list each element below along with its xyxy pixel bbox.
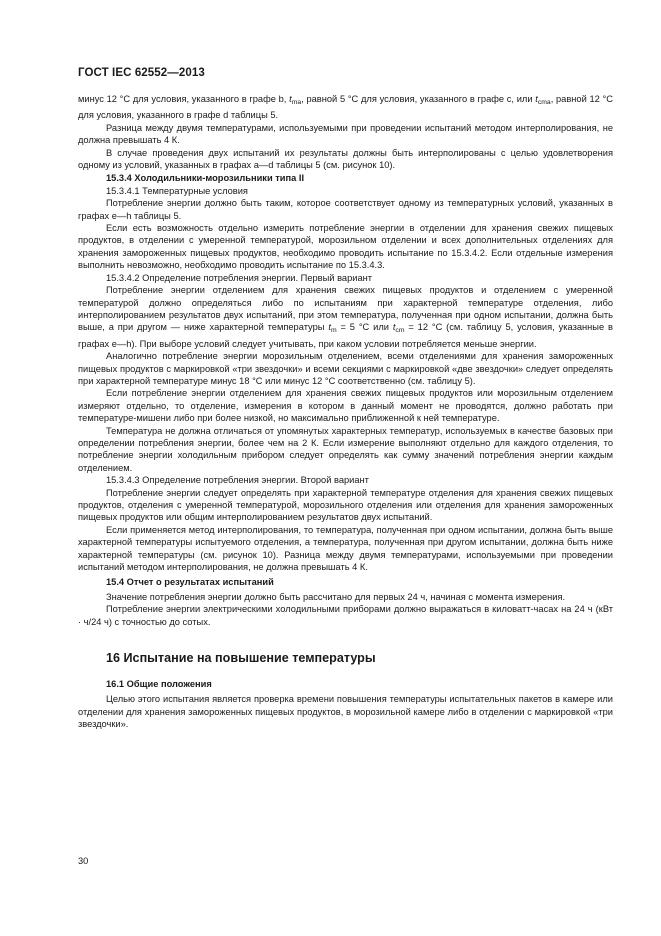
paragraph: Целью этого испытания является проверка времени повышения температуры испытательных пакетов в камере или отделении для хранения замороженных пищевых продуктов, в морозильной камере либо в отделении с маркировкой «три звездочки». — [78, 694, 613, 730]
paragraph: Если потребление энергии отделением для хранения свежих пищевых продуктов или морозильным отделением измеряют отдельно, то отделение, измерения в котором в данный момент не проводятся, должно работать при температуре-мишени либо при более низкой, но максимально приближенной к ней температуре. — [78, 388, 613, 424]
page-number: 30 — [78, 856, 89, 866]
paragraph: Если применяется метод интерполирования, то температура, полученная при одном испытании, должна быть выше характерной температуры испытуемого отделения, а температура, полученная при другом испытании, должна быть ниже характерной температуры (см. рисунок 10). Разница между двумя температурами, используемыми при проведении испытаний методом интерполирования, не должна превышать 4 К. — [78, 524, 613, 573]
paragraph: Потребление энергии следует определять при характерной температуре отделения для хранения свежих пищевых продуктов, отделения с умеренной температурой, морозильного отделения или отделения для хранения замороженных пищевых продуктов или общим интерполированием результатов двух испытаний. — [78, 487, 613, 523]
section-heading-15-3-4: 15.3.4 Холодильники-морозильники типа II — [106, 173, 305, 184]
paragraph: Разница между двумя температурами, используемыми при проведении испытаний методом интерполирования, не должна превышать 4 К. — [78, 122, 613, 146]
paragraph: Аналогично потребление энергии морозильным отделением, всеми отделениями для хранения замороженных пищевых продуктов с маркировкой «три звездочки» и всеми секциями с маркировкой «две звездочки» следует определять при характерной температуре минус 18 °С или минус 12 °С соответственно (см. таблицу 5). — [78, 351, 613, 386]
chapter-heading-16: 16 Испытание на повышение температуры — [106, 651, 376, 666]
page-body — [78, 93, 613, 731]
paragraph: Потребление энергии электрическими холодильными приборами должно выражаться в киловатт-часах на 24 ч (кВт · ч/24 ч) с точностью до сотых. — [78, 604, 613, 627]
section-heading-15-4: 15.4 Отчет о результатах испытаний — [106, 577, 274, 588]
paragraph: минус 12 °С для условия, указанного в графе b, $t_{ma}$, равной 5 °С для условия, указанного в графе с, или $t_{cma}$, равной 12 °С для условия, указанного в графе d таблицы 5. — [78, 94, 613, 121]
paragraph: Потребление энергии отделением для хранения свежих пищевых продуктов и отделением с умеренной температурой должно определяться либо по испытаниям при характерной температуре отделения, либо интерполированием результатов двух испытаний, при этом температура, полученная при одном испытании, должна быть выше, а при другом — ниже характерной температуры $t_m = 5$ °С или $t_{cm} = 12$ °С (см. таблицу 5, условия, указанные в графах e—h). При выборе условий следует учитывать, при каком условии потребляется меньше энергии. — [78, 285, 613, 349]
paragraph: В случае проведения двух испытаний их результаты должны быть интерполированы с целью удовлетворения одному из условий, указанных в графах a—d таблицы 5 (см. рисунок 10). — [78, 147, 613, 171]
paragraph: Если есть возможность отдельно измерить потребление энергии в отделении для хранения свежих пищевых продуктов, в отделении с умеренной температурой, морозильном отделении и всех дополнительных отделениях для хранения замороженных пищевых продуктов, необходимо проводить испытание по 15.3.4.2. Если отдельные измерения выполнить невозможно, необходимо проводить испытание по 15.3.4.3. — [78, 223, 613, 271]
subsection-heading-15-3-4-3: 15.3.4.3 Определение потребления энергии. Второй вариант — [106, 475, 369, 486]
paragraph: Значение потребления энергии должно быть рассчитано для первых 24 ч, начиная с момента измерения. — [106, 591, 566, 602]
subsection-heading-15-3-4-1: 15.3.4.1 Температурные условия — [106, 185, 248, 196]
section-heading-16-1: 16.1 Общие положения — [106, 679, 212, 690]
paragraph: Потребление энергии должно быть таким, которое соответствует одному из температурных условий, указанных в графах e—h таблицы 5. — [78, 198, 613, 221]
subsection-heading-15-3-4-2: 15.3.4.2 Определение потребления энергии. Первый вариант — [106, 272, 373, 283]
paragraph: Температура не должна отличаться от упомянутых характерных температур, используемых в качестве базовых при определении потребления энергии, более чем на 2 К. Если измерение выполняют отдельно для каждого отделения, то потребление энергии холодильным прибором следует определять как сумму значений потребления энергии каждым отделением. — [78, 425, 613, 473]
document-header: ГОСТ IEC 62552—2013 — [78, 67, 205, 79]
